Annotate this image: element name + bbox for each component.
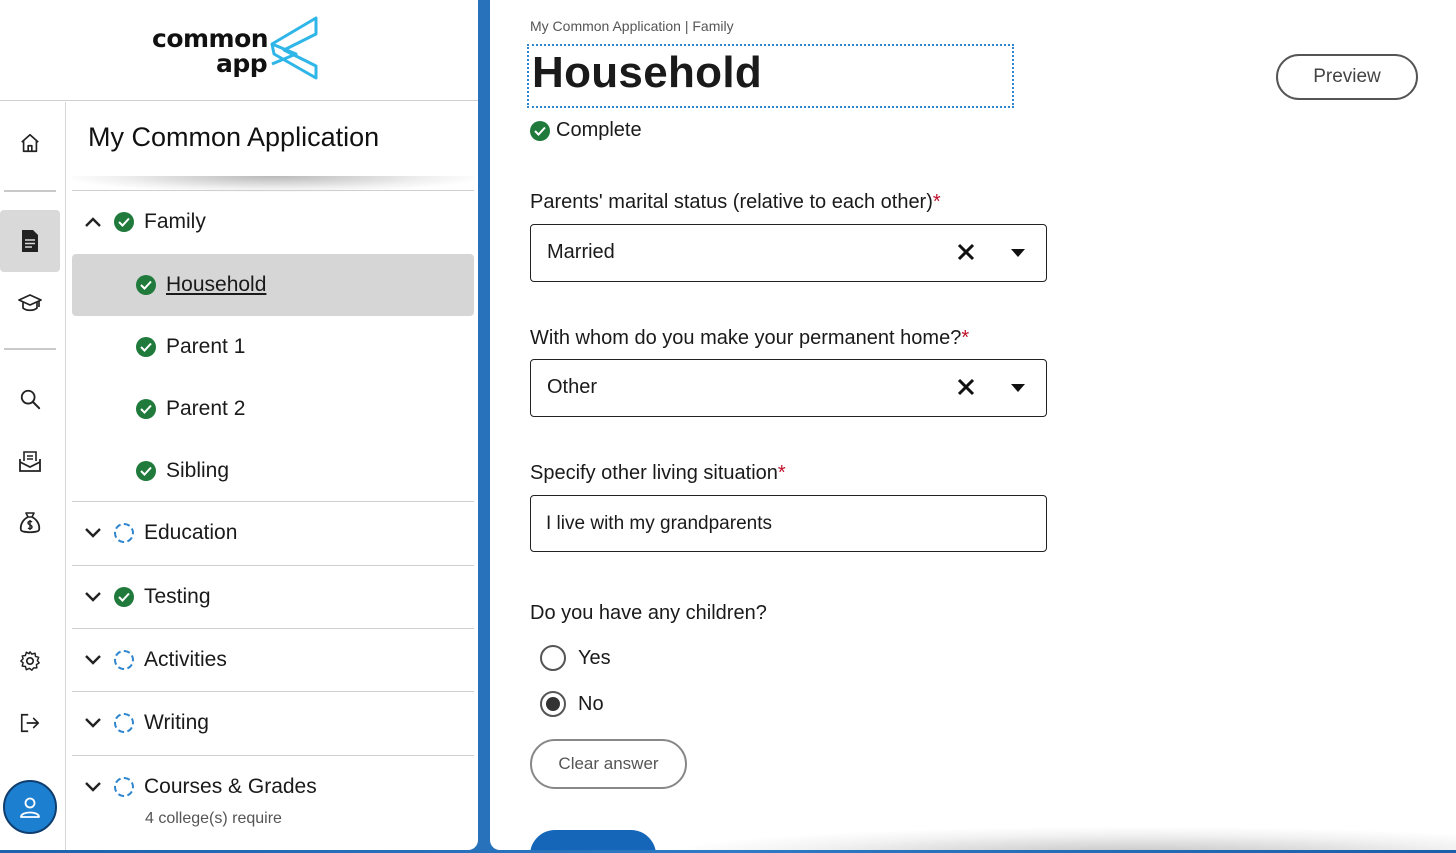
children-radio-no[interactable] bbox=[540, 691, 604, 717]
status-incomplete-icon bbox=[114, 523, 144, 543]
permanent-home-select[interactable] bbox=[530, 359, 1047, 417]
status-incomplete-icon bbox=[114, 650, 144, 670]
application-button[interactable] bbox=[0, 210, 60, 272]
bottom-shadow bbox=[650, 826, 1456, 850]
common-app-logo-mark bbox=[266, 14, 320, 82]
nav-section-courses-grades[interactable] bbox=[72, 756, 474, 818]
settings-button[interactable] bbox=[0, 630, 60, 692]
rail-divider bbox=[4, 348, 56, 350]
nav-section-writing[interactable] bbox=[72, 692, 474, 754]
gear-icon bbox=[19, 650, 41, 672]
status-incomplete-icon bbox=[114, 713, 144, 733]
radio-checked[interactable] bbox=[540, 691, 566, 717]
section-status bbox=[530, 119, 642, 142]
inbox-icon bbox=[18, 450, 42, 472]
courses-requirement-note: 4 college(s) require bbox=[145, 810, 282, 827]
college-search-button[interactable] bbox=[0, 272, 60, 334]
nav-title: My Common Application bbox=[88, 122, 380, 152]
inbox-button[interactable] bbox=[0, 430, 60, 492]
document-icon bbox=[20, 229, 40, 253]
nav-section-education[interactable] bbox=[72, 502, 474, 564]
rail-divider bbox=[4, 190, 56, 192]
field-label-text: With whom do you make your permanent home? bbox=[530, 327, 962, 349]
status-complete-icon bbox=[114, 587, 144, 607]
application-nav bbox=[68, 102, 478, 850]
home-icon bbox=[19, 132, 41, 154]
clear-answer-button[interactable]: Clear answer bbox=[530, 739, 687, 789]
financial-aid-button[interactable] bbox=[0, 492, 60, 554]
clear-selection-icon[interactable] bbox=[957, 378, 975, 396]
status-complete-icon bbox=[136, 399, 166, 419]
chevron-down-icon bbox=[72, 592, 114, 602]
nav-item-label: Household bbox=[166, 273, 267, 296]
chevron-up-icon bbox=[72, 217, 114, 227]
nav-item-label: Sibling bbox=[166, 459, 230, 482]
status-complete-icon bbox=[136, 275, 166, 295]
nav-section-label: Activities bbox=[144, 648, 227, 671]
nav-item-label: Parent 2 bbox=[166, 397, 246, 420]
permanent-home-label bbox=[530, 327, 969, 350]
required-marker: * bbox=[777, 462, 786, 484]
money-bag-icon bbox=[19, 511, 41, 535]
clear-selection-icon[interactable] bbox=[957, 243, 975, 261]
logo-line1: common bbox=[152, 24, 269, 53]
page-title: Household bbox=[532, 48, 763, 97]
radio-unchecked[interactable] bbox=[540, 645, 566, 671]
status-complete-icon bbox=[136, 337, 166, 357]
other-living-input[interactable] bbox=[530, 495, 1047, 552]
children-radio-yes[interactable] bbox=[540, 645, 611, 671]
dropdown-caret-icon[interactable] bbox=[1011, 384, 1025, 392]
nav-section-label: Courses & Grades bbox=[144, 775, 317, 798]
logo-area bbox=[0, 0, 478, 101]
nav-section-activities[interactable] bbox=[72, 629, 474, 691]
preview-button[interactable]: Preview bbox=[1276, 54, 1418, 100]
sign-out-icon bbox=[19, 712, 41, 734]
nav-item-household[interactable] bbox=[72, 254, 474, 316]
status-complete-icon bbox=[530, 121, 550, 141]
select-value: Married bbox=[547, 241, 615, 263]
chevron-down-icon bbox=[72, 655, 114, 665]
status-complete-icon bbox=[136, 461, 166, 481]
continue-button[interactable] bbox=[530, 830, 656, 850]
radio-label: No bbox=[578, 692, 604, 715]
nav-section-testing[interactable] bbox=[72, 566, 474, 628]
logo-line2: app bbox=[216, 49, 268, 78]
status-text: Complete bbox=[556, 119, 642, 141]
chevron-down-icon bbox=[72, 782, 114, 792]
select-value: Other bbox=[547, 376, 598, 398]
nav-section-label: Testing bbox=[144, 585, 211, 608]
graduation-cap-icon bbox=[18, 292, 42, 314]
sign-out-button[interactable] bbox=[0, 692, 60, 754]
field-label-text: Parents' marital status (relative to each other) bbox=[530, 191, 933, 213]
dropdown-caret-icon[interactable] bbox=[1011, 249, 1025, 257]
page-title-focus-box bbox=[527, 44, 1014, 108]
nav-item-label: Parent 1 bbox=[166, 335, 246, 358]
main-panel bbox=[490, 0, 1456, 850]
common-app-logo[interactable] bbox=[152, 26, 268, 76]
search-icon bbox=[19, 388, 41, 410]
breadcrumb: My Common Application | Family bbox=[530, 18, 734, 34]
profile-avatar-button[interactable] bbox=[3, 780, 57, 834]
other-living-label bbox=[530, 462, 786, 485]
nav-section-label: Writing bbox=[144, 711, 209, 734]
home-button[interactable] bbox=[0, 112, 60, 174]
chevron-down-icon bbox=[72, 528, 114, 538]
children-question-label: Do you have any children? bbox=[530, 602, 767, 624]
left-panel bbox=[0, 0, 478, 850]
nav-item-parent-1[interactable] bbox=[72, 316, 474, 378]
field-label-text: Specify other living situation bbox=[530, 462, 778, 484]
nav-section-family[interactable] bbox=[72, 191, 474, 253]
radio-label: Yes bbox=[578, 646, 611, 669]
status-complete-icon bbox=[114, 212, 144, 232]
nav-section-label: Family bbox=[144, 210, 206, 233]
required-marker: * bbox=[961, 327, 970, 349]
user-icon bbox=[18, 795, 42, 819]
nav-item-parent-2[interactable] bbox=[72, 378, 474, 440]
required-marker: * bbox=[932, 191, 941, 213]
marital-status-select[interactable] bbox=[530, 224, 1047, 282]
marital-status-label bbox=[530, 191, 941, 214]
chevron-down-icon bbox=[72, 718, 114, 728]
search-button[interactable] bbox=[0, 368, 60, 430]
nav-item-sibling[interactable] bbox=[72, 440, 474, 502]
icon-rail bbox=[0, 102, 66, 850]
status-incomplete-icon bbox=[114, 777, 144, 797]
nav-section-label: Education bbox=[144, 521, 238, 544]
